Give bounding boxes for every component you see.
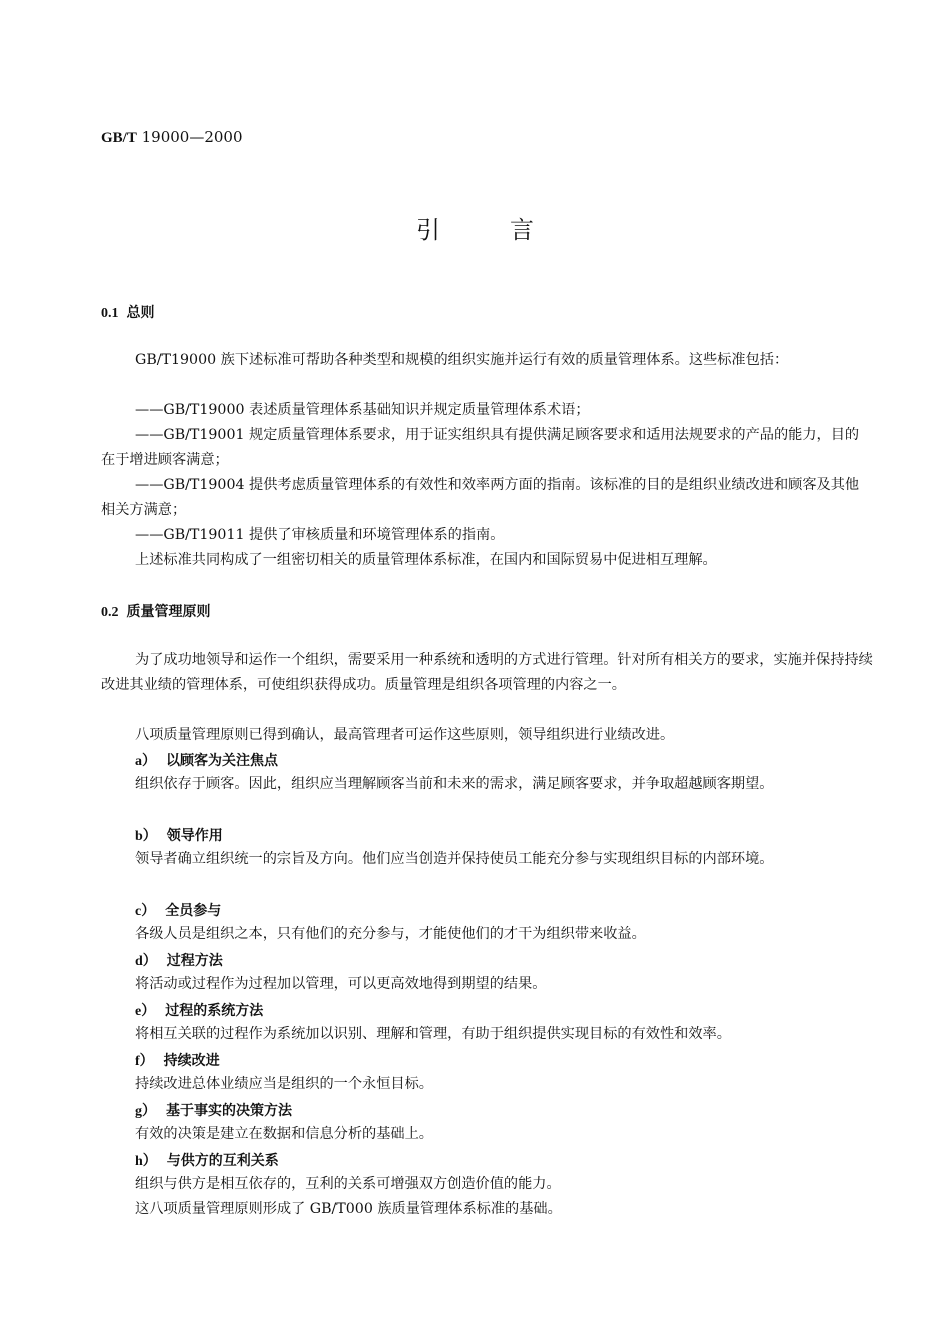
principle-letter: h） [135, 1154, 157, 1169]
principle-title: 基于事实的决策方法 [166, 1103, 292, 1119]
principle-title: 领导作用 [166, 828, 223, 844]
paragraph-intro: GB/T19000 族下述标准可帮助各种类型和规模的组织实施并运行有效的质量管理体系。这些标准包括： [135, 352, 789, 368]
principle-letter: a） [135, 754, 156, 769]
paragraph-closing: 这八项质量管理原则形成了 GB/T000 族质量管理体系标准的基础。 [135, 1201, 562, 1217]
standard-code-prefix: GB/T [101, 130, 137, 146]
principle-heading-d [135, 950, 223, 970]
principle-title: 过程方法 [166, 953, 223, 969]
paragraph-summary: 上述标准共同构成了一组密切相关的质量管理体系标准，在国内和国际贸易中促进相互理解。 [135, 552, 717, 568]
principle-heading-a [135, 750, 278, 770]
principle-heading-h [135, 1150, 279, 1170]
principle-text-c: 各级人员是组织之本，只有他们的充分参与，才能使他们的才干为组织带来收益。 [135, 926, 646, 942]
principle-heading-c [135, 900, 221, 920]
list-item-gbt19001: ——GB/T19001 规定质量管理体系要求，用于证实组织具有提供满足顾客要求和适用法规要求的产品的能力，目的在于增进顾客满意； [101, 427, 860, 468]
principle-letter: f） [135, 1054, 154, 1069]
principle-title: 持续改进 [163, 1053, 220, 1069]
section-title: 总则 [126, 305, 155, 321]
list-item-gbt19000: ——GB/T19000 表述质量管理体系基础知识并规定质量管理体系术语； [135, 402, 590, 418]
section-heading-0-2 [101, 601, 211, 621]
principle-text-h: 组织与供方是相互依存的，互利的关系可增强双方创造价值的能力。 [135, 1176, 561, 1192]
principle-title: 过程的系统方法 [165, 1003, 264, 1019]
principle-heading-g [135, 1100, 292, 1120]
principle-letter: c） [135, 904, 156, 919]
list-item-gbt19004: ——GB/T19004 提供考虑质量管理体系的有效性和效率两方面的指南。该标准的目的是组织业绩改进和顾客及其他相关方满意； [101, 477, 860, 518]
principle-letter: d） [135, 954, 157, 969]
list-item-gbt19011: ——GB/T19011 提供了审核质量和环境管理体系的指南。 [135, 527, 505, 543]
principle-text-d: 将活动或过程作为过程加以管理，可以更高效地得到期望的结果。 [135, 976, 547, 992]
section-heading-0-1 [101, 302, 155, 322]
section-number: 0.1 [101, 306, 119, 321]
page-title: 引言 [416, 216, 604, 244]
principle-text-a: 组织依存于顾客。因此，组织应当理解顾客当前和未来的需求，满足顾客要求，并争取超越顾客期望。 [135, 776, 774, 792]
principle-title: 以顾客为关注焦点 [166, 753, 278, 769]
principle-heading-b [135, 825, 223, 845]
section-number: 0.2 [101, 605, 119, 620]
paragraph-management: 为了成功地领导和运作一个组织，需要采用一种系统和透明的方式进行管理。针对所有相关方的要求，实施并保持持续改进其业绩的管理体系，可使组织获得成功。质量管理是组织各项管理的内容之一。 [101, 652, 873, 693]
principle-letter: b） [135, 829, 157, 844]
principle-title: 与供方的互利关系 [166, 1153, 279, 1169]
principle-heading-e [135, 1000, 263, 1020]
principle-title: 全员参与 [165, 903, 222, 919]
principle-heading-f [135, 1050, 220, 1070]
principle-text-f: 持续改进总体业绩应当是组织的一个永恒目标。 [135, 1076, 433, 1092]
standard-code [101, 128, 243, 147]
section-title: 质量管理原则 [126, 604, 211, 620]
principle-letter: g） [135, 1104, 156, 1119]
standard-code-number: 19000—2000 [136, 128, 243, 146]
principle-text-g: 有效的决策是建立在数据和信息分析的基础上。 [135, 1126, 433, 1142]
principle-text-b: 领导者确立组织统一的宗旨及方向。他们应当创造并保持使员工能充分参与实现组织目标的内部环境。 [135, 851, 774, 867]
principle-text-e: 将相互关联的过程作为系统加以识别、理解和管理，有助于组织提供实现目标的有效性和效率。 [135, 1026, 731, 1042]
paragraph-principles-intro: 八项质量管理原则已得到确认，最高管理者可运作这些原则，领导组织进行业绩改进。 [135, 727, 675, 743]
principle-letter: e） [135, 1004, 156, 1019]
